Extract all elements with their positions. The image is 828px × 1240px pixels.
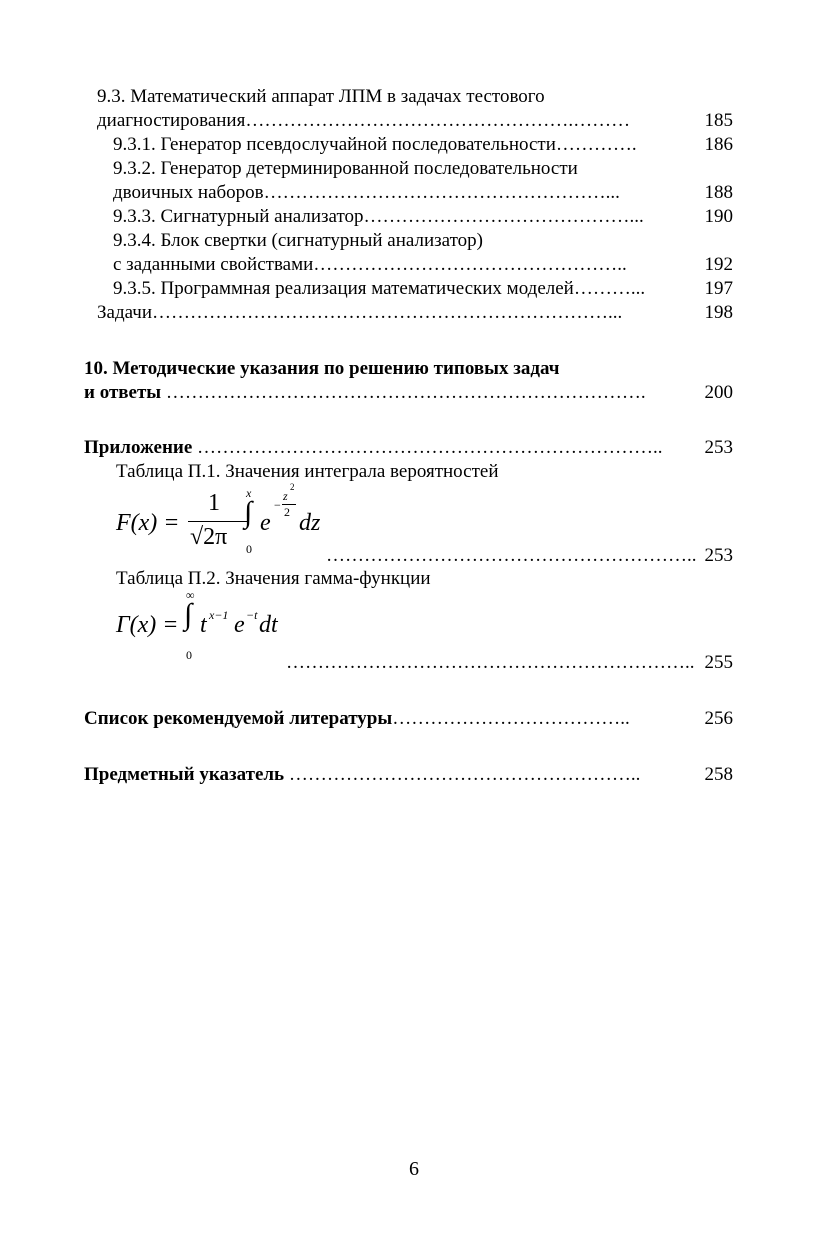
toc-entry-tasks: Задачи………………………………………………………………... bbox=[97, 302, 623, 323]
toc-entry-9-3-2-cont: двоичных наборов………………………………………………... bbox=[113, 182, 620, 203]
toc-entry-9-3-1: 9.3.1. Генератор псевдослучайной последовательности…………. bbox=[113, 134, 637, 155]
formula1-exp-denominator: 2 bbox=[284, 505, 290, 519]
formula1-denominator: √2π bbox=[190, 524, 228, 550]
toc-entry-9-3-5: 9.3.5. Программная реализация математических моделей………... bbox=[113, 278, 646, 299]
formula2-e: e bbox=[234, 612, 245, 638]
integral-sign-icon: ∫ bbox=[244, 496, 253, 529]
formula2-e-exponent: −t bbox=[246, 608, 258, 622]
toc-appendix bbox=[84, 437, 663, 459]
formula2-upper-limit: ∞ bbox=[186, 588, 195, 602]
toc-entry-9-3-4-cont: с заданными свойствами………………………………………….. bbox=[113, 254, 627, 275]
toc-table-p1: Таблица П.1. Значения интеграла вероятностей bbox=[116, 461, 499, 482]
formula1-differential: dz bbox=[299, 510, 321, 536]
formula1-fraction-bar bbox=[188, 521, 248, 522]
toc-entry-9-3-3: 9.3.3. Сигнатурный анализатор……………………………………... bbox=[113, 206, 644, 227]
toc-references-title: Список рекомендуемой литературы bbox=[84, 708, 393, 729]
toc-section-10-title2: и ответы bbox=[84, 382, 162, 403]
toc-page-253b: 253 bbox=[704, 545, 733, 566]
toc-page-256: 256 bbox=[704, 708, 733, 729]
integral-sign-icon: ∫ bbox=[184, 598, 193, 631]
toc-table-p2: Таблица П.2. Значения гамма-функции bbox=[116, 568, 431, 589]
toc-page-255: 255 bbox=[704, 652, 733, 673]
toc-section-10-title: 10. Методические указания по решению типовых задач bbox=[84, 358, 560, 379]
toc-references bbox=[84, 708, 630, 730]
toc-entry-9-3-4-title: 9.3.4. Блок свертки (сигнатурный анализатор) bbox=[113, 230, 483, 251]
toc-index-title: Предметный указатель bbox=[84, 764, 285, 785]
toc-entry-9-3-title: 9.3. Математический аппарат ЛПМ в задачах тестового bbox=[97, 86, 545, 107]
formula1-integrand: e bbox=[260, 510, 271, 536]
formula1-lower-limit: 0 bbox=[246, 542, 252, 556]
toc-page-185: 185 bbox=[704, 110, 733, 131]
toc-page-197: 197 bbox=[704, 278, 733, 299]
formula-probability-integral bbox=[116, 482, 346, 556]
toc-table-p1-dots: ………………………………………………….. bbox=[326, 545, 697, 566]
formula1-exp-sign: − bbox=[274, 498, 281, 512]
formula1-numerator: 1 bbox=[208, 490, 220, 516]
toc-page-198: 198 bbox=[704, 302, 733, 323]
toc-entry-9-3-title-cont: диагностирования…………………………………………….……… bbox=[97, 110, 631, 131]
toc-page-188: 188 bbox=[704, 182, 733, 203]
formula2-t-exponent: x−1 bbox=[209, 608, 229, 622]
formula2-t: t bbox=[200, 612, 207, 638]
formula1-exp-numerator: z bbox=[283, 489, 288, 503]
formula2-lower-limit: 0 bbox=[186, 648, 192, 662]
toc-index-dots: ……………………………………………….. bbox=[288, 764, 641, 785]
toc-index bbox=[84, 764, 640, 786]
toc-page-200: 200 bbox=[704, 382, 733, 403]
toc-entry-9-3-2-title: 9.3.2. Генератор детерминированной последовательности bbox=[113, 158, 578, 179]
formula1-upper-limit: x bbox=[246, 486, 252, 500]
toc-page-253: 253 bbox=[704, 437, 733, 458]
page-number: 6 bbox=[409, 1158, 419, 1180]
formula1-exp-power: 2 bbox=[290, 482, 295, 492]
toc-page-258: 258 bbox=[704, 764, 733, 785]
toc-page-192: 192 bbox=[704, 254, 733, 275]
toc-appendix-title: Приложение bbox=[84, 437, 193, 458]
toc-section-10-cont bbox=[84, 382, 646, 404]
toc-appendix-dots: ……………………………………………………………….. bbox=[197, 437, 663, 458]
toc-references-dots: ……………………………….. bbox=[392, 708, 630, 729]
formula2-lhs: Γ(x) = bbox=[116, 612, 179, 638]
formula1-lhs: F(x) = bbox=[116, 510, 180, 536]
toc-table-p2-dots: ……………………………………………………….. bbox=[286, 652, 695, 673]
toc-section-10-dots: …………………………………………………………………. bbox=[165, 382, 646, 403]
formula2-differential: dt bbox=[259, 612, 278, 638]
toc-page-186: 186 bbox=[704, 134, 733, 155]
toc-page-190: 190 bbox=[704, 206, 733, 227]
